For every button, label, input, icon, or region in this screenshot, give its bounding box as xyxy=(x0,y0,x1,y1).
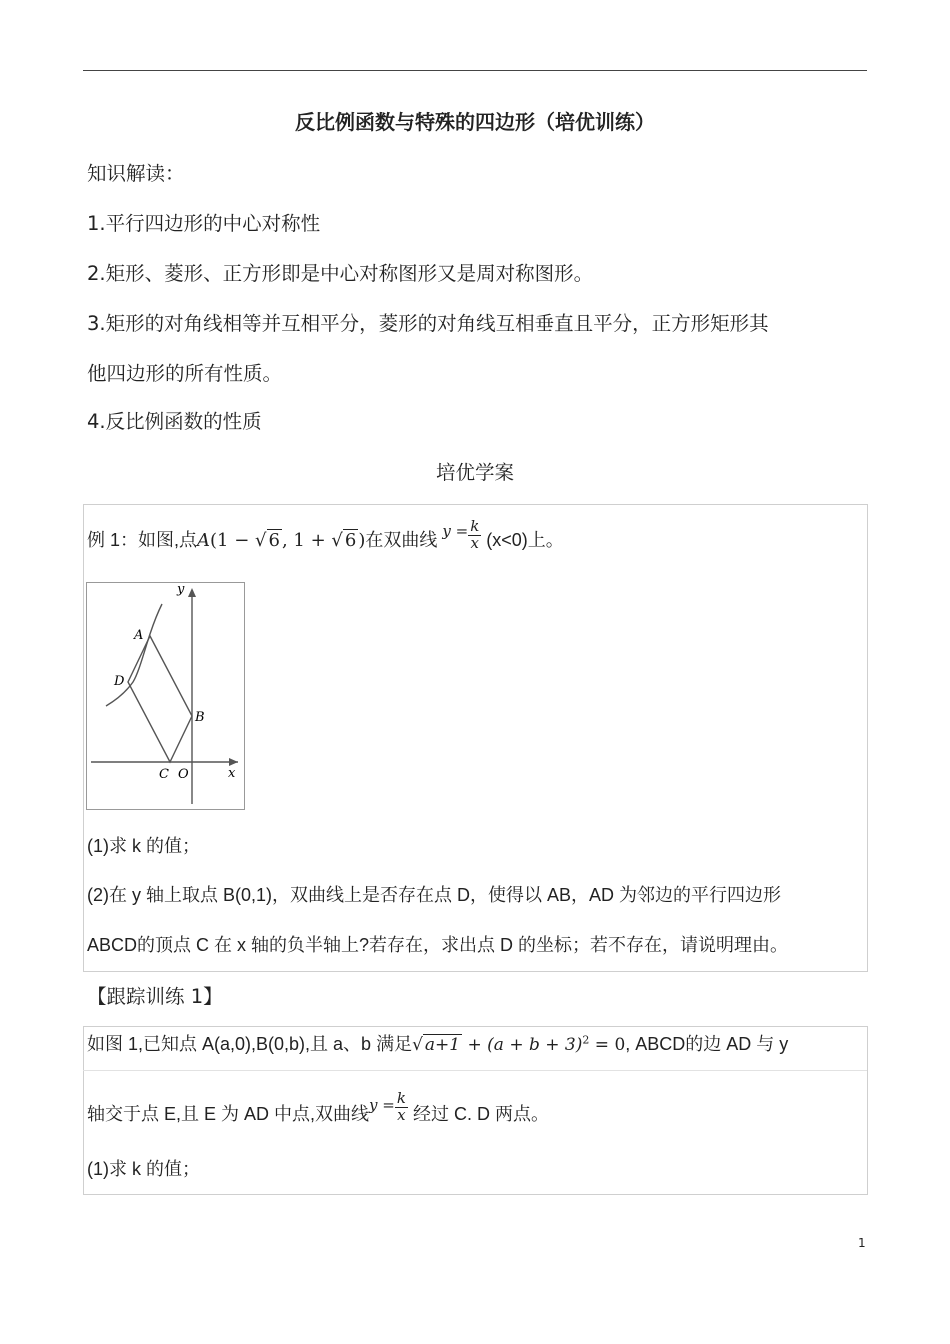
label-o: O xyxy=(178,767,189,782)
knowledge-item-3: 3.矩形的对角线相等并互相平分，菱形的对角线互相垂直且平分，正方形矩形其 xyxy=(87,312,769,335)
label-x: x xyxy=(228,766,236,781)
knowledge-item-4: 4.反比例函数的性质 xyxy=(87,410,262,433)
label-a: A xyxy=(134,628,144,643)
example-1-question-1: (1)求 k 的值； xyxy=(87,836,201,856)
tracking-line-1-prefix: 如图 1,已知点 A(a,0),B(0,b),且 a、b 满足 xyxy=(87,1034,413,1054)
radicand-1: 6 xyxy=(268,530,280,551)
tracking-square-part: + (a + b + 3) xyxy=(462,1035,583,1055)
example-1-question-2-line-1: (2)在 y 轴上取点 B(0,1)，双曲线上是否存在点 D，使得以 AB，AD 为邻边的平行四边形 xyxy=(87,885,782,905)
tracking-line-1-suffix: , ABCD的边 AD 与 y xyxy=(625,1034,789,1054)
tracking-eq-zero: = 0 xyxy=(589,1035,626,1055)
tracking-row-divider xyxy=(83,1070,867,1071)
coord-part-2: , 1 + xyxy=(281,530,332,551)
example-1-suffix: (x<0)上。 xyxy=(481,530,564,550)
y-equals: y = xyxy=(442,522,469,540)
knowledge-item-1: 1.平行四边形的中心对称性 xyxy=(87,212,321,235)
tracking-line-2-prefix: 轴交于点 E,且 E 为 AD 中点,双曲线 xyxy=(87,1104,370,1124)
label-y: y xyxy=(177,582,185,597)
page-number: 1 xyxy=(858,1236,866,1250)
label-c: C xyxy=(159,767,169,782)
tracking-fraction-numerator: k xyxy=(396,1089,406,1107)
tracking-heading: 【跟踪训练 1】 xyxy=(87,985,223,1008)
point-a-label: A xyxy=(197,530,211,551)
k-over-x-fraction xyxy=(468,519,481,552)
tracking-equation: √ $a+1 + (a + b + 3)^2 = 0$ xyxy=(412,1033,626,1055)
tracking-radicand: a+1 xyxy=(424,1035,461,1055)
knowledge-heading: 知识解读： xyxy=(87,162,185,185)
knowledge-item-3-cont: 他四边形的所有性质。 xyxy=(87,362,283,385)
example-1-statement xyxy=(87,517,564,558)
tracking-k-over-x-fraction xyxy=(395,1091,408,1124)
fraction-numerator: k xyxy=(470,517,480,535)
header-rule xyxy=(83,70,867,71)
point-a-coordinates: A(1 − √ 6 , 1 + √ 6 ) xyxy=(197,530,366,551)
coord-part-1: 1 − xyxy=(217,530,256,551)
label-d: D xyxy=(114,674,125,689)
example-1-figure xyxy=(86,582,245,810)
fraction-denominator: x xyxy=(470,533,479,552)
tracking-question-1: (1)求 k 的值； xyxy=(87,1159,201,1179)
knowledge-item-2: 2.矩形、菱形、正方形即是中心对称图形又是周对称图形。 xyxy=(87,262,594,285)
example-1-prefix: 例 1：如图,点 xyxy=(87,530,198,550)
section-title: 培优学案 xyxy=(435,461,514,484)
tracking-y-equals: y = xyxy=(369,1096,395,1114)
page-title: 反比例函数与特殊的四边形（培优训练） xyxy=(295,110,655,134)
tracking-exponent: 2 xyxy=(582,1033,590,1047)
tracking-line-2 xyxy=(87,1089,549,1132)
example-1-question-2-line-2: ABCD的顶点 C 在 x 轴的负半轴上?若存在，求出点 D 的坐标；若不存在，请说明理由。 xyxy=(87,935,789,955)
radicand-2: 6 xyxy=(344,530,357,551)
tracking-line-2-suffix: 经过 C. D 两点。 xyxy=(407,1104,549,1124)
tracking-fraction-denominator: x xyxy=(397,1105,406,1124)
example-1-mid: 在双曲线 xyxy=(365,530,438,550)
tracking-line-1 xyxy=(87,1030,788,1056)
label-b: B xyxy=(195,710,205,725)
